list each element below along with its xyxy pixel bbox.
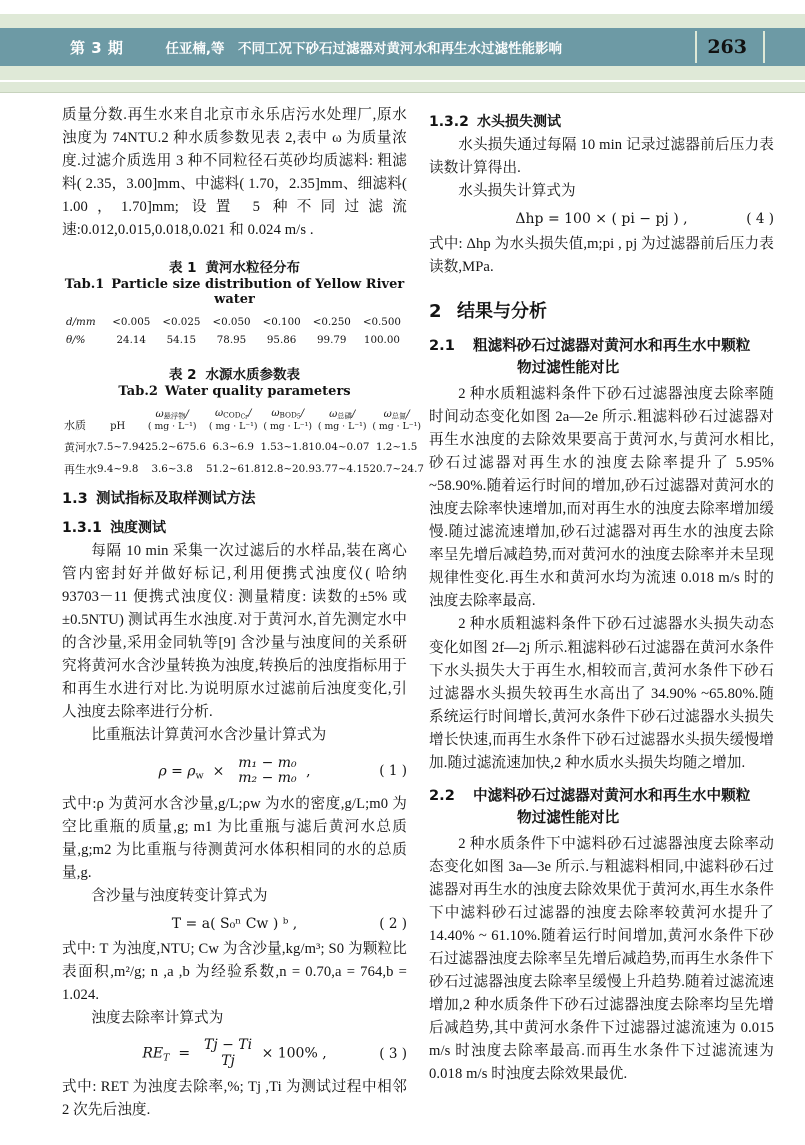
table-2 <box>62 363 424 480</box>
where-clause-4: 式中: Δhp 为水头损失值,m;pi , pj 为过滤器前后压力表读数,MPa. <box>429 236 774 276</box>
running-head <box>0 14 805 80</box>
heading-2-1-text-line2: 物过滤性能对比 <box>517 359 620 377</box>
table-1-label-en: Tab.1 <box>64 277 105 293</box>
table-2-header-cod: $\omega_{CODCr}/$ ( mg · L⁻¹) <box>206 405 260 436</box>
equation-1-lhs: ρ = ρ <box>158 763 196 780</box>
running-head-divider <box>695 31 697 63</box>
heading-2-1-text-line1: 粗滤料砂石过滤器对黄河水和再生水中颗粒 <box>473 337 751 355</box>
equation-1-numerator: m₁ − m₀ <box>238 754 297 771</box>
table-1-col-0: <0.005 <box>112 316 151 329</box>
table-2-row-1-v1: 51.2~61.8 <box>205 463 261 476</box>
table-2-unit-1: ( mg · L⁻¹) <box>208 421 258 433</box>
table-2-row-0-ph: 7.5~7.9 <box>97 441 139 454</box>
running-head-endcap <box>763 31 765 63</box>
equation-3-tail: × 100% , <box>261 1045 327 1062</box>
right-column <box>429 104 774 1083</box>
table-2-row-0-v1: 6.3~6.9 <box>212 441 254 454</box>
table-2-row-1-v0: 3.6~3.8 <box>151 463 193 476</box>
equation-3-lhs-sub: T <box>163 1052 170 1064</box>
heading-2-2-number: 2.2 <box>429 786 455 804</box>
equation-1-lhs-sub: w <box>195 769 204 781</box>
table-2-label-cn: 表 2 <box>168 367 197 384</box>
lead-in-equation-4: 水头损失计算式为 <box>458 183 576 200</box>
heading-1-3 <box>62 489 407 510</box>
equation-3-lhs: RE <box>142 1045 164 1062</box>
equation-1-denominator: m₂ − m₀ <box>238 770 297 787</box>
table-2-row-0-v3: 0.04~0.07 <box>314 441 370 454</box>
table-2-param-1: COD <box>223 410 241 420</box>
paragraph-head-loss-method: 水头损失通过每隔 10 min 记录过滤器前后压力表读数计算得出. <box>429 137 774 177</box>
table-1-caption-cn <box>62 256 407 276</box>
table-1-col-4: <0.250 <box>312 316 351 329</box>
equation-4-number: ( 4 ) <box>746 211 774 228</box>
heading-2-2-text-line2: 物过滤性能对比 <box>517 808 620 826</box>
table-2-param-2-sub: 5 <box>296 413 301 421</box>
heading-section-2 <box>429 297 774 323</box>
equation-2-body: T = a( S₀ⁿ Cw ) ᵇ , <box>171 916 298 933</box>
table-2-unit-2: ( mg · L⁻¹) <box>263 421 313 433</box>
table-2-title-en: Water quality parameters <box>164 384 351 400</box>
heading-1-3-2 <box>429 111 774 131</box>
equation-3-fraction <box>201 1038 255 1069</box>
table-2-row-1-name: 再生水 <box>64 463 97 477</box>
heading-1-3-1 <box>62 517 407 537</box>
table-2-header-tn: $\omega_{总氮}/$ ( mg · L⁻¹) <box>369 405 423 436</box>
heading-section-2-number: 2 <box>429 301 442 323</box>
lead-in-equation-3: 浊度去除率计算式为 <box>91 1010 224 1027</box>
equation-2-number: ( 2 ) <box>379 916 407 933</box>
table-1-value-4: 99.79 <box>317 334 347 347</box>
table-1-row-label-1: θ/% <box>66 334 86 347</box>
table-row <box>62 313 407 331</box>
heading-2-2-text-line1: 中滤料砂石过滤器对黄河水和再生水中颗粒 <box>473 786 751 804</box>
equation-4 <box>429 211 774 227</box>
where-clause-3: 式中: RET 为浊度去除率,%; Tj ,Ti 为测试过程中相邻 2 次先后浊度. <box>62 1078 407 1118</box>
paragraph-2-2-turbidity: 2 种水质条件下中滤料砂石过滤器浊度去除率动态变化如图 3a—3e 所示.与粗滤料相同,中滤料砂石过滤器对再生水的浊度去除效果优于黄河水,再生水条件下中滤料砂石过滤器的浊度去除率较黄河水提升了 14.40% ~ 61.10%.随着运行时间增加,黄河水条件下砂石过滤器浊度去除率呈先增后减趋势,而再生水条件下砂石过滤器浊度去除率呈缓慢上升趋势.随着过滤流速增加,2 种水质条件下砂石过滤器浊度去除率均呈先增后减趋势,其中黄河水条件下过滤器过滤流速为 0.015 m/s 时浊度去除率最高.而再生水条件下过滤流速为 0.018 m/s 时浊度去除效果最优. <box>429 835 774 1083</box>
table-2-caption-en <box>62 384 407 399</box>
paragraph-2-1-head-loss: 2 种水质粗滤料条件下砂石过滤器水头损失动态变化如图 2f—2j 所示.粗滤料砂石过滤器在黄河水条件下水头损失大于再生水,相较而言,黄河水条件下砂石过滤器水头损失较再生水高出了 34.90% ~65.80%.随系统运行时间增长,黄河水条件下砂石过滤器水头损失增长快速,而再生水条件下砂石过滤器水头损失缓慢增加.随过滤流速加快,2 种水质水头损失均随之增加. <box>429 616 774 771</box>
table-1-value-1: 54.15 <box>166 334 197 347</box>
table-2-row-0-v0: 425.2~675.6 <box>138 441 206 454</box>
table-2-row-0-v4: 1.2~1.5 <box>375 441 418 454</box>
heading-section-2-text: 结果与分析 <box>457 301 547 323</box>
table-1-value-5: 100.00 <box>363 334 400 347</box>
table-2-header-bod: $\omega_{BOD5}/$ ( mg · L⁻¹) <box>260 405 314 436</box>
heading-2-1-number: 2.1 <box>429 337 455 355</box>
equation-1-number: ( 1 ) <box>379 763 407 780</box>
table-row <box>62 331 407 349</box>
running-title: 任亚楠,等 不同工况下砂石过滤器对黄河水和再生水过滤性能影响 <box>165 41 563 57</box>
table-2-row-1-v2: 12.8~20.9 <box>260 463 315 476</box>
equation-1-fraction <box>235 756 299 787</box>
heading-1-3-2-text: 水头损失测试 <box>477 114 561 130</box>
table-1-col-3: <0.100 <box>262 316 301 329</box>
table-2-header-ss: $\omega_{悬浮物}/$ ( mg · L⁻¹) <box>138 405 206 436</box>
table-2-grid <box>62 405 424 480</box>
issue-number: 第 3 期 <box>70 38 124 57</box>
heading-1-3-text: 测试指标及取样测试方法 <box>96 491 256 508</box>
table-1-caption-en <box>62 277 407 307</box>
equation-1-body: ρ = ρw × m₁ − m₀ m₂ − m₀ , <box>158 754 311 787</box>
lead-in-equation-2: 含沙量与浊度转变计算式为 <box>91 888 268 905</box>
table-2-unit-3: ( mg · L⁻¹) <box>317 421 367 433</box>
equation-4-body: Δhp = 100 × ( pi − pj ) , <box>515 211 688 228</box>
equation-3 <box>62 1038 407 1069</box>
table-2-param-1-sub: Cr <box>240 413 249 421</box>
table-1-value-2: 78.95 <box>216 334 247 347</box>
table-2-row-1-v4: 20.7~24.7 <box>369 463 424 476</box>
paragraph-2-1-turbidity: 2 种水质粗滤料条件下砂石过滤器浊度去除率随时间动态变化如图 2a—2e 所示.粗滤料砂石过滤器对再生水浊度的去除效果要高于黄河水,与黄河水相比,砂石过滤器对再生水的浊度去除率提升了 5.95% ~58.90%.随着运行时间的增加,砂石过滤器对黄河水的浊度去除率快速增加,而对再生水的浊度去除率增加缓慢.随过滤流速增加,砂石过滤器对再生水的浊度去除率呈先增后减趋势,而对黄河水的浊度去除率并未呈现规律性变化.再生水和黄河水均为流速 0.018 m/s 时的浊度去除率最高. <box>429 386 774 610</box>
table-2-param-4: 总氮 <box>391 411 407 421</box>
table-2-label-en: Tab.2 <box>118 384 158 400</box>
heading-1-3-number: 1.3 <box>62 491 88 508</box>
table-row <box>62 436 424 458</box>
page-number: 263 <box>707 36 747 58</box>
running-head-band <box>0 28 805 66</box>
equation-3-denominator: Tj <box>221 1052 235 1069</box>
where-clause-2: 式中: T 为浊度,NTU; Cw 为含沙量,kg/m³; S0 为颗粒比表面积,m²/g; n ,a ,b 为经验系数,n = 0.70,a = 764,b = 1.024. <box>62 941 407 1004</box>
table-2-header-ph: pH <box>110 420 126 432</box>
table-1-label-cn: 表 1 <box>168 260 197 277</box>
table-2-caption-cn <box>62 363 407 383</box>
equation-2 <box>62 916 407 932</box>
two-column-body <box>0 104 805 1118</box>
equation-3-numerator: Tj − Ti <box>203 1037 253 1054</box>
table-2-unit-0: ( mg · L⁻¹) <box>147 421 197 433</box>
left-column <box>62 104 424 1118</box>
table-2-header-quality: 水质 <box>64 419 86 433</box>
running-head-bottom-stripe <box>0 82 805 93</box>
equation-3-body: RET = Tj − Ti Tj × 100% , <box>142 1037 327 1069</box>
equation-1 <box>62 756 407 787</box>
table-1-col-5: <0.500 <box>362 316 401 329</box>
paragraph-turbidity-method: 每隔 10 min 采集一次过滤后的水样品,装在离心管内密封好并做好标记,利用便携式浊度仪( 哈纳 93703－11 便携式浊度仪: 测量精度: 读数的±5% 或±0.5NTU) 测试再生水浊度.对于黄河水,首先测定水中的含沙量,采用金同轨等[9] 含沙量与浊度间的关系研究将黄河水含沙量转换为浊度,转换后的浊度指标用于和再生水进行对比.为说明原水过滤前后浊度变化,引人浊度去除率进行分析. <box>62 543 407 721</box>
table-1-title-en: Particle size distribution of Yellow River water <box>111 277 405 308</box>
table-1-value-3: 95.86 <box>266 334 297 347</box>
heading-1-3-2-number: 1.3.2 <box>429 114 469 130</box>
table-2-row-0-name: 黄河水 <box>64 441 97 455</box>
equation-3-number: ( 3 ) <box>379 1045 407 1062</box>
table-2-param-2: BOD <box>279 410 297 420</box>
table-row <box>62 458 424 480</box>
table-2-unit-4: ( mg · L⁻¹) <box>372 421 421 433</box>
lead-in-equation-1: 比重瓶法计算黄河水含沙量计算式为 <box>91 727 327 744</box>
heading-1-3-1-text: 浊度测试 <box>110 520 166 537</box>
heading-1-3-1-number: 1.3.1 <box>62 520 102 537</box>
table-2-header-tp: $\omega_{总磷}/$ ( mg · L⁻¹) <box>315 405 369 436</box>
table-1-value-0: 24.14 <box>116 334 146 347</box>
paragraph-intro: 质量分数.再生水来自北京市永乐店污水处理厂,原水浊度为 74NTU.2 种水质参数见表 2,表中 ω 为质量浓度.过滤介质选用 3 种不同粒径石英砂均质滤料: 粗滤料( 2.35，3.00]mm、中滤料( 1.70，2.35]mm、细滤料( 1.00，1.70]mm; 设置 5 种不同过滤流速:0.012,0.015,0.018,0.021 和 0.024 m/s . <box>62 107 407 239</box>
equation-1-comma: , <box>306 763 311 780</box>
table-2-title-cn: 水源水质参数表 <box>205 367 301 384</box>
table-1-col-2: <0.050 <box>212 316 251 329</box>
where-clause-1: 式中:ρ 为黄河水含沙量,g/L;ρw 为水的密度,g/L;m0 为空比重瓶的质量,g; m1 为比重瓶与滤后黄河水总质量,g;m2 为比重瓶与待测黄河水体积相同的水的总质量,g. <box>62 795 407 881</box>
heading-2-1 <box>429 335 774 379</box>
table-2-param-3: 总磷 <box>337 411 352 421</box>
table-1-col-1: <0.025 <box>162 316 201 329</box>
table-2-header-row <box>62 405 424 436</box>
table-2-row-1-v3: 3.77~4.15 <box>314 463 370 476</box>
table-2-row-0-v2: 1.53~1.81 <box>260 441 315 454</box>
table-1-row-label-0: d/mm <box>66 316 96 329</box>
table-1-title-cn: 黄河水粒径分布 <box>205 260 301 277</box>
table-2-param-0: 悬浮物 <box>163 411 186 421</box>
table-1 <box>62 256 407 349</box>
table-2-row-1-ph: 9.4~9.8 <box>97 463 139 476</box>
heading-2-2 <box>429 785 774 829</box>
table-1-grid <box>62 313 407 349</box>
